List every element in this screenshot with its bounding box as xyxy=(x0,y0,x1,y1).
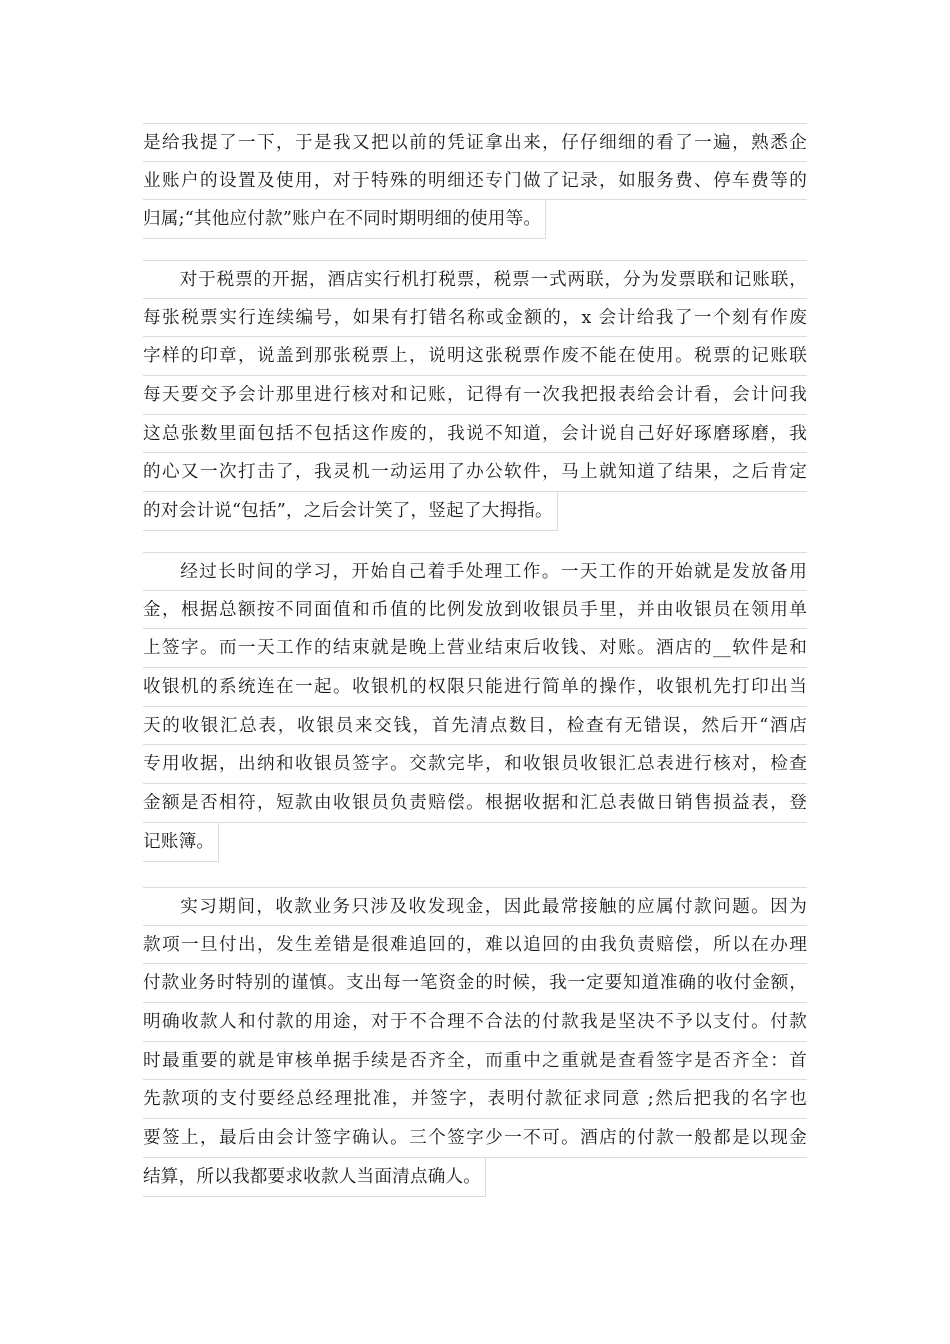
text-line: 每天要交予会计那里进行核对和记账，记得有一次我把报表给会计看，会计问我 xyxy=(143,376,807,415)
text-line: 明确收款人和付款的用途，对于不合理不合法的付款我是坚决不予以支付。付款 xyxy=(143,1003,807,1042)
text-line: 每张税票实行连续编号，如果有打错名称或金额的，x 会计给我了一个刻有作废 xyxy=(143,299,807,338)
paragraph-2 xyxy=(143,260,807,535)
text-line-content: 实习期间，收款业务只涉及收发现金，因此最常接触的应属付款问题。因为 xyxy=(179,897,807,917)
text-line: 的心又一次打击了，我灵机一动运用了办公软件，马上就知道了结果，之后肯定 xyxy=(143,453,807,492)
text-line: 时最重要的就是审核单据手续是否齐全，而重中之重就是查看签字是否齐全：首 xyxy=(143,1042,807,1081)
text-line xyxy=(143,260,807,299)
text-line: 是给我提了一下，于是我又把以前的凭证拿出来，仔仔细细的看了一遍，熟悉企 xyxy=(143,123,807,162)
text-line: 上签字。而一天工作的结束就是晚上营业结束后收钱、对账。酒店的__软件是和 xyxy=(143,629,807,668)
text-line: 字样的印章，说盖到那张税票上，说明这张税票作废不能在使用。税票的记账联 xyxy=(143,337,807,376)
text-line xyxy=(143,552,807,591)
text-line-content: 对于税票的开据，酒店实行机打税票，税票一式两联，分为发票联和记账联， xyxy=(179,270,807,290)
text-line: 金，根据总额按不同面值和币值的比例发放到收银员手里，并由收银员在领用单 xyxy=(143,591,807,630)
text-line: 付款业务时特别的谨慎。支出每一笔资金的时候，我一定要知道准确的收付金额， xyxy=(143,964,807,1003)
text-line-content: 经过长时间的学习，开始自己着手处理工作。一天工作的开始就是发放备用 xyxy=(179,562,807,582)
text-line: 先款项的支付要经总经理批准，并签字，表明付款征求同意 ;然后把我的名字也 xyxy=(143,1080,807,1119)
text-line: 要签上，最后由会计签字确认。三个签字少一不可。酒店的付款一般都是以现金 xyxy=(143,1119,807,1158)
text-line: 收银机的系统连在一起。收银机的权限只能进行简单的操作，收银机先打印出当 xyxy=(143,668,807,707)
text-line: 金额是否相符，短款由收银员负责赔偿。根据收据和汇总表做日销售损益表，登 xyxy=(143,784,807,823)
text-line xyxy=(143,887,807,926)
text-line: 专用收据，出纳和收银员签字。交款完毕，和收银员收银汇总表进行核对，检查 xyxy=(143,745,807,784)
text-line: 的对会计说“包括”，之后会计笑了，竖起了大拇指。 xyxy=(143,492,558,531)
text-line: 款项一旦付出，发生差错是很难追回的，难以追回的由我负责赔偿，所以在办理 xyxy=(143,926,807,965)
text-line: 业账户的设置及使用，对于特殊的明细还专门做了记录，如服务费、停车费等的 xyxy=(143,162,807,201)
text-line: 记账簿。 xyxy=(143,823,219,862)
text-line: 这总张数里面包括不包括这作废的，我说不知道，会计说自己好好琢磨琢磨，我 xyxy=(143,415,807,454)
text-line: 结算，所以我都要求收款人当面清点确人。 xyxy=(143,1158,486,1197)
paragraph-4 xyxy=(143,887,807,1201)
paragraph-3 xyxy=(143,552,807,866)
text-line: 天的收银汇总表，收银员来交钱，首先清点数目，检查有无错误，然后开“酒店 xyxy=(143,707,807,746)
paragraph-1 xyxy=(143,123,807,243)
text-line: 归属;“其他应付款”账户在不同时期明细的使用等。 xyxy=(143,200,546,239)
